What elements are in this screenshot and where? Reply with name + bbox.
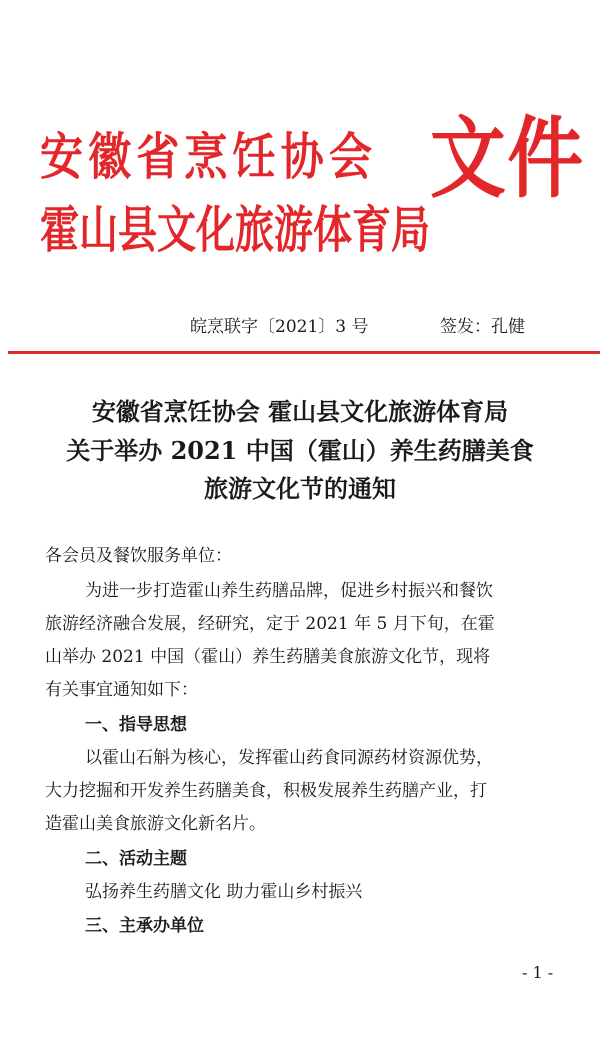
section-3-heading: 三、主承办单位 xyxy=(85,916,204,936)
signer: 签发：孔健 xyxy=(440,317,525,337)
section-2-heading: 二、活动主题 xyxy=(85,849,187,869)
document-number: 皖烹联字〔2021〕3 号 xyxy=(190,317,369,337)
issuer-line-1: 安徽省烹饪协会 xyxy=(40,127,378,186)
salutation: 各会员及餐饮服务单位： xyxy=(45,546,232,566)
title-line-2: 关于举办 2021 中国（霍山）养生药膳美食 xyxy=(66,436,534,465)
intro-line-2: 旅游经济融合发展，经研究，定于 2021 年 5 月下旬，在霍 xyxy=(45,614,495,634)
issuer-line-2: 霍山县文化旅游体育局 xyxy=(40,200,430,259)
intro-line-3: 山举办 2021 中国（霍山）养生药膳美食旅游文化节，现将 xyxy=(45,647,491,667)
intro-line-1: 为进一步打造霍山养生药膳品牌，促进乡村振兴和餐饮 xyxy=(85,581,493,601)
section-2-text: 弘扬养生药膳文化 助力霍山乡村振兴 xyxy=(85,882,363,902)
page-number: - 1 - xyxy=(522,963,554,982)
document-word: 文件 xyxy=(430,106,585,210)
section-1-line-3: 造霍山美食旅游文化新名片。 xyxy=(45,814,266,834)
red-divider xyxy=(8,351,600,354)
title-line-3: 旅游文化节的通知 xyxy=(204,474,396,503)
section-1-line-2: 大力挖掘和开发养生药膳美食，积极发展养生药膳产业，打 xyxy=(45,781,487,801)
intro-line-4: 有关事宜通知如下： xyxy=(45,680,198,700)
title-line-1: 安徽省烹饪协会 霍山县文化旅游体育局 xyxy=(91,397,509,426)
section-1-line-1: 以霍山石斛为核心，发挥霍山药食同源药材资源优势， xyxy=(85,748,493,768)
section-1-heading: 一、指导思想 xyxy=(85,715,187,735)
